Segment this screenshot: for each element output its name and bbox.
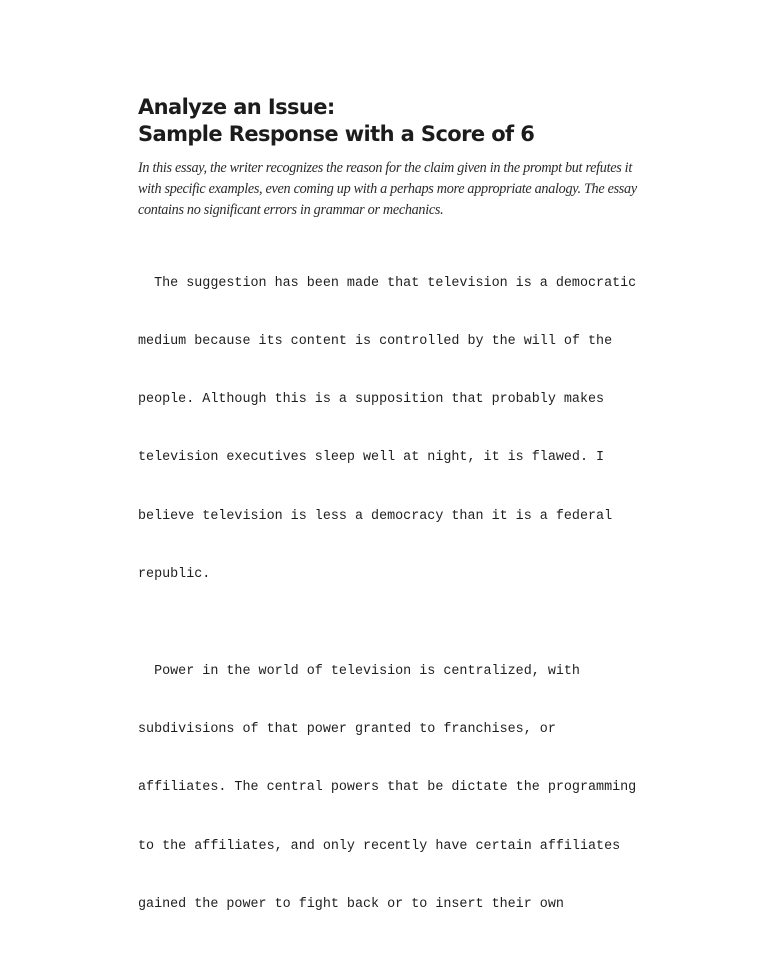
essay-line: subdivisions of that power granted to franchises, or — [138, 722, 556, 738]
intro-line: contains no significant errors in grammar or mechanics. — [138, 202, 444, 218]
essay-line: to the affiliates, and only recently have certain affiliates — [138, 838, 621, 854]
page-title — [138, 94, 668, 148]
essay-paragraph-2 — [138, 623, 668, 953]
intro-paragraph — [138, 158, 668, 221]
essay-line: gained the power to fight back or to insert their own — [138, 896, 564, 912]
essay-line: Power in the world of television is centralized, with — [138, 663, 580, 679]
essay-line: believe television is less a democracy than it is a federal — [138, 508, 613, 524]
essay-line: republic. — [138, 566, 211, 582]
essay-line: The suggestion has been made that television is a democratic — [138, 275, 637, 291]
document-page — [138, 94, 668, 953]
title-line-1: Analyze an Issue: — [138, 95, 335, 119]
intro-line: with specific examples, even coming up with a perhaps more appropriate analogy. The essay — [138, 181, 637, 197]
essay-line: medium because its content is controlled by the will of the — [138, 334, 613, 350]
essay-line: television executives sleep well at night, it is flawed. I — [138, 450, 605, 466]
essay-body — [138, 235, 668, 953]
title-line-2: Sample Response with a Score of 6 — [138, 122, 535, 146]
essay-line: people. Although this is a supposition that probably makes — [138, 392, 605, 408]
essay-paragraph-1 — [138, 235, 668, 623]
essay-line: affiliates. The central powers that be dictate the programming — [138, 780, 637, 796]
intro-line: In this essay, the writer recognizes the reason for the claim given in the prompt but refutes it — [138, 160, 632, 176]
